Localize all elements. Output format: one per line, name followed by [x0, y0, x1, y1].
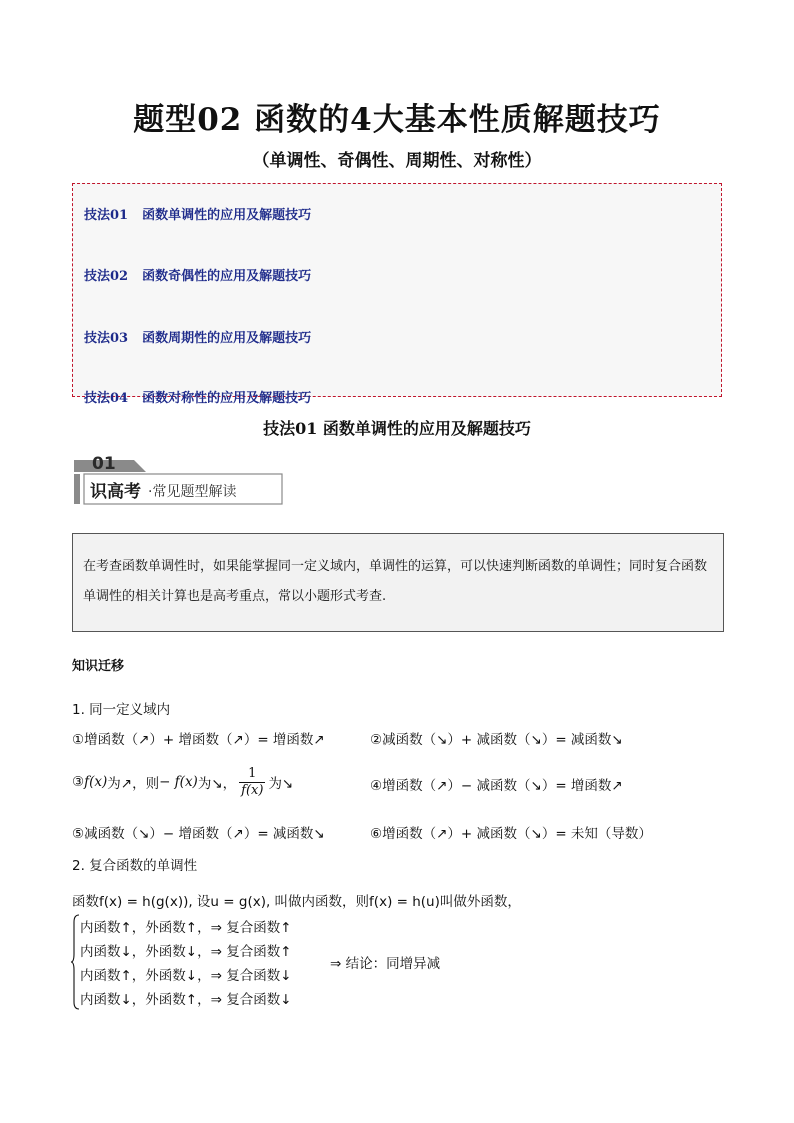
rule-3-mid1: 为↗，则: [107, 776, 160, 792]
badge-main-label: 识高考: [90, 482, 141, 502]
fraction-numerator: 1: [239, 766, 265, 783]
section-badge: [74, 452, 284, 508]
badge-sub-label: ·常见题型解读: [148, 484, 237, 500]
toc-item-2[interactable]: [84, 265, 311, 284]
toc-item-label: 函数单调性的应用及解题技巧: [142, 208, 312, 223]
rule-1: ①增函数（↗）+ 增函数（↗）= 增函数↗: [72, 732, 325, 748]
composite-case-3: 内函数↑，外函数↓，⇒ 复合函数↓: [80, 968, 292, 984]
toc-item-label: 函数奇偶性的应用及解题技巧: [142, 269, 312, 284]
rule-3-f: f(x): [84, 774, 108, 790]
toc-item-1[interactable]: [84, 204, 311, 223]
composite-case-4: 内函数↓，外函数↑，⇒ 复合函数↓: [80, 992, 292, 1008]
knowledge-title: 知识迁移: [72, 659, 125, 674]
fraction-denominator: f(x): [241, 782, 264, 798]
rule-2: ②减函数（↘）+ 减函数（↘）= 减函数↘: [370, 732, 623, 748]
rule-3-fraction: [239, 766, 265, 799]
rule-5: ⑤减函数（↘）− 增函数（↗）= 减函数↘: [72, 826, 325, 842]
toc-item-4[interactable]: [84, 387, 311, 406]
badge-number: 01: [92, 454, 116, 474]
page-title: 题型02 函数的4大基本性质解题技巧: [133, 102, 661, 138]
conclusion: ⇒ 结论：同增异减: [330, 956, 441, 972]
toc-item-number: 技法03: [84, 331, 129, 346]
rule-3-tail: 为↘: [268, 776, 294, 792]
rule-3: [72, 760, 293, 804]
section-heading: 技法01 函数单调性的应用及解题技巧: [263, 419, 531, 438]
rule-3-neg-f: − f(x): [159, 774, 198, 790]
toc-box: [72, 183, 722, 406]
page-subtitle: （单调性、奇偶性、周期性、对称性）: [252, 151, 542, 171]
left-brace-icon: [70, 914, 80, 1010]
toc-item-3[interactable]: [84, 327, 311, 346]
composite-case-1: 内函数↑，外函数↑，⇒ 复合函数↑: [80, 920, 292, 936]
rule-3-prefix: ③: [72, 774, 85, 790]
toc-item-label: 函数周期性的应用及解题技巧: [142, 331, 312, 346]
point-2-heading: 2. 复合函数的单调性: [72, 858, 198, 874]
rule-3-mid2: 为↘，: [197, 776, 237, 792]
intro-text: 在考查函数单调性时，如果能掌握同一定义域内，单调性的运算，可以快速判断函数的单调性；同时复合函数单调性的相关计算也是高考重点，常以小题形式考查.: [83, 559, 708, 604]
toc-item-label: 函数对称性的应用及解题技巧: [142, 391, 312, 406]
intro-box: [72, 533, 724, 632]
rule-6: ⑥增函数（↗）+ 减函数（↘）= 未知（导数）: [370, 826, 652, 842]
point-1-heading: 1. 同一定义域内: [72, 702, 171, 718]
rule-4: ④增函数（↗）− 减函数（↘）= 增函数↗: [370, 778, 623, 794]
toc-item-number: 技法04: [84, 391, 129, 406]
composite-definition: 函数f(x) = h(g(x)), 设u = g(x), 叫做内函数，则f(x) = h(u)叫做外函数，: [72, 894, 521, 910]
composite-case-2: 内函数↓，外函数↓，⇒ 复合函数↑: [80, 944, 292, 960]
toc-item-number: 技法02: [84, 269, 129, 284]
toc-item-number: 技法01: [84, 208, 129, 223]
